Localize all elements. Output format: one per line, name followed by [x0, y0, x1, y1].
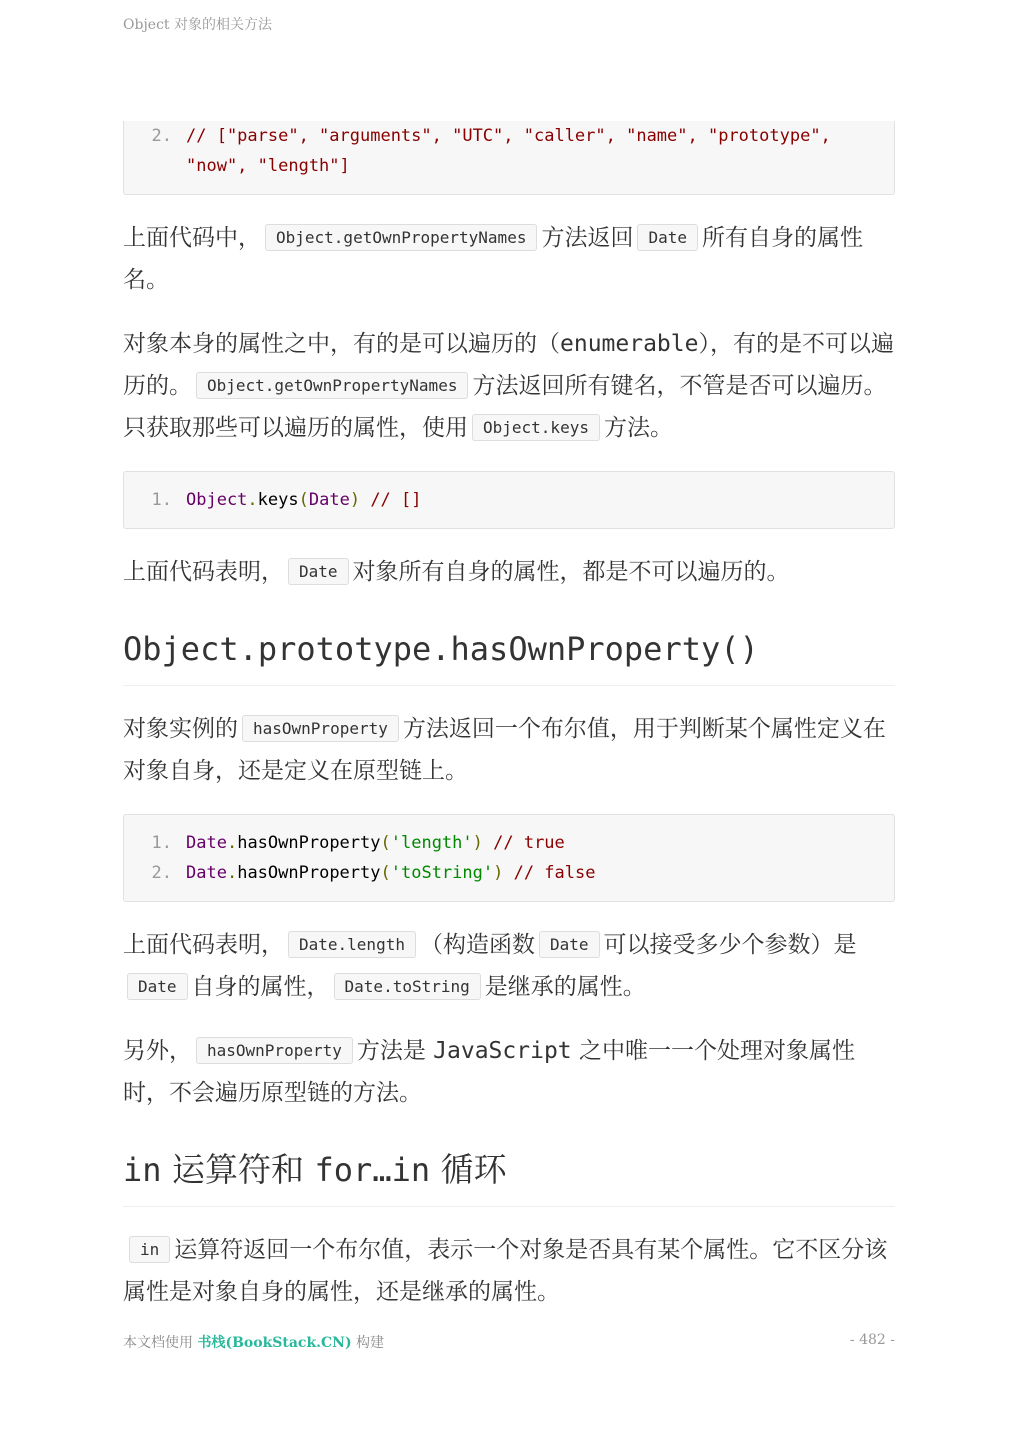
inline-code: Date — [288, 558, 349, 585]
inline-code: hasOwnProperty — [242, 715, 399, 742]
paragraph-1: 上面代码中， Object.getOwnPropertyNames 方法返回 Date 所有自身的属性名。 — [123, 225, 863, 293]
inline-code: Date — [127, 973, 188, 1000]
inline-code: in — [129, 1236, 170, 1263]
line-number: 1. — [151, 490, 172, 510]
line-number: 2. — [151, 126, 172, 146]
code-block-3 — [123, 814, 895, 902]
code-line — [124, 121, 894, 181]
paragraph-4: 对象实例的 hasOwnProperty 方法返回一个布尔值，用于判断某个属性定义在对象自身，还是定义在原型链上。 — [123, 716, 886, 784]
inline-code: Object.getOwnPropertyNames — [265, 224, 537, 251]
paragraph-5: 上面代码表明， Date.length （构造函数 Date 可以接受多少个参数）是Date 自身的属性， Date.toString 是继承的属性。 — [123, 932, 857, 1000]
code-line: 1. Object.keys(Date) // [] — [124, 485, 894, 515]
paragraph-3: 上面代码表明， Date 对象所有自身的属性，都是不可以遍历的。 — [123, 559, 790, 585]
inline-code: Object.keys — [472, 414, 600, 441]
inline-code: Object.getOwnPropertyNames — [196, 372, 468, 399]
line-number: 2. — [151, 863, 172, 883]
code-block-1 — [123, 121, 895, 195]
footer-credit: 本文档使用 书栈(BookStack.CN) 构建 — [123, 1335, 385, 1351]
page-header-title: Object 对象的相关方法 — [123, 17, 272, 33]
code-line: 1. Date.hasOwnProperty('length') // true — [124, 828, 894, 858]
inline-code: hasOwnProperty — [196, 1037, 353, 1064]
code-line: 2. Date.hasOwnProperty('toString') // false — [124, 858, 894, 888]
paragraph-6: 另外， hasOwnProperty 方法是 JavaScript 之中唯一一个处理对象属性时，不会遍历原型链的方法。 — [123, 1038, 855, 1106]
document-content — [123, 121, 895, 1313]
inline-code: Date — [637, 224, 698, 251]
inline-code: Date.toString — [334, 973, 481, 1000]
paragraph-7: in 运算符返回一个布尔值，表示一个对象是否具有某个属性。它不区分该属性是对象自身的属性，还是继承的属性。 — [123, 1237, 888, 1305]
brand-link[interactable]: 书栈(BookStack.CN) — [197, 1335, 352, 1351]
inline-code: Date — [539, 931, 600, 958]
code-block-2 — [123, 471, 895, 529]
page-number: - 482 - — [849, 1332, 895, 1348]
section-heading-in-operator: in 运算符和 for…in 循环 — [123, 1142, 895, 1207]
code-comment: // ["parse", "arguments", "UTC", "caller", "name", "prototype", "now", "length"] — [186, 126, 842, 176]
section-heading-hasownproperty: Object.prototype.hasOwnProperty() — [123, 621, 895, 686]
line-number: 1. — [151, 833, 172, 853]
paragraph-2: 对象本身的属性之中，有的是可以遍历的（enumerable），有的是不可以遍历的。 Object.getOwnPropertyNames 方法返回所有键名，不管是否可以遍历。只获取那些可以遍历的属性，使用 Object.keys 方法。 — [123, 331, 894, 441]
inline-code: Date.length — [288, 931, 416, 958]
